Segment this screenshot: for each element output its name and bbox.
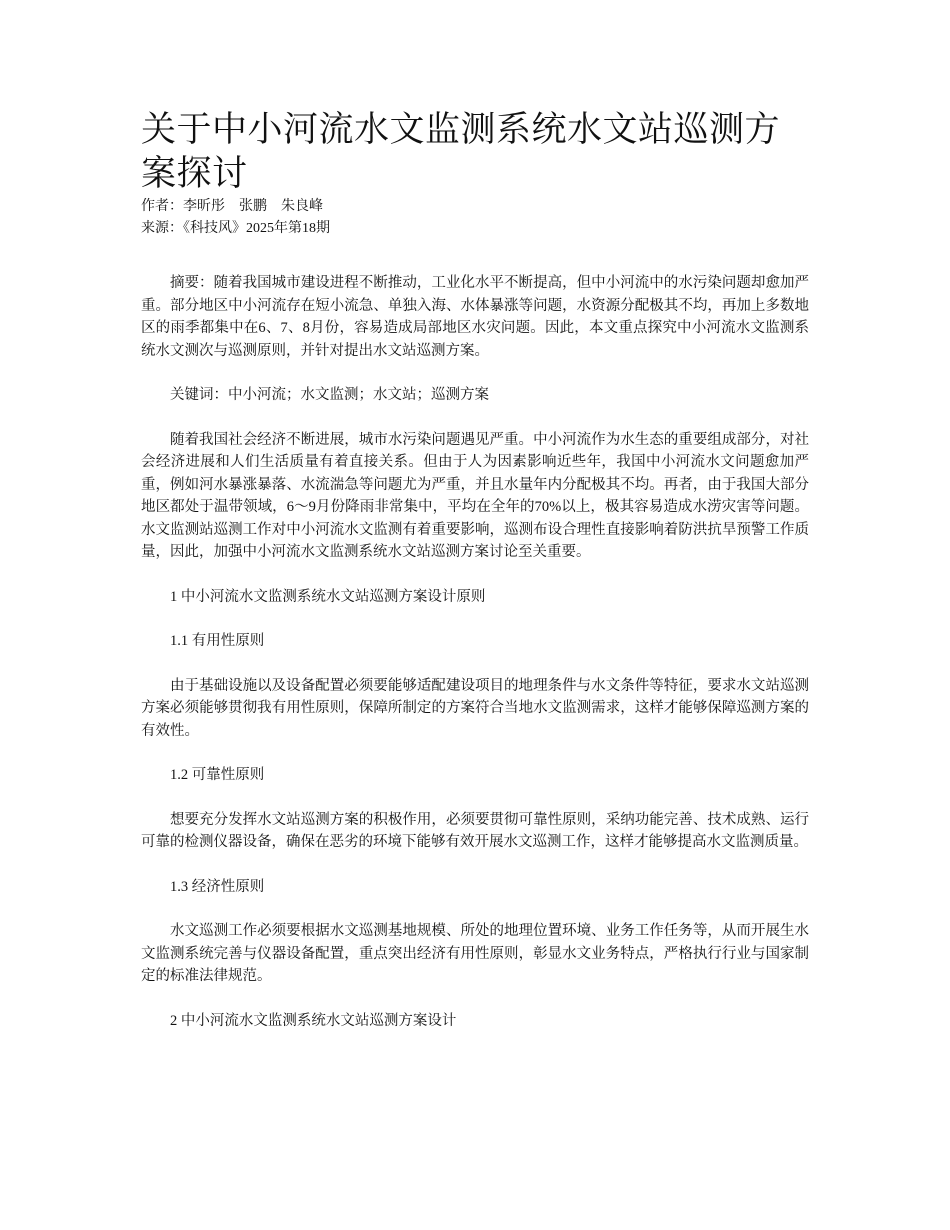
author-name: 朱良峰 <box>281 199 323 214</box>
subsection-paragraph-1-3: 水文巡测工作必须要根据水文巡测基地规模、所处的地理位置环境、业务工作任务等，从而开展生水文监测系统完善与仪器设备配置，重点突出经济有用性原则，彰显水文业务特点，严格执行行业与国家制定的标准法律规范。 <box>141 923 809 984</box>
subsection-heading-1-3: 1.3 经济性原则 <box>170 878 265 895</box>
author-name: 李昕彤 <box>183 199 225 214</box>
article-authors <box>141 196 809 218</box>
subsection-paragraph-1-2: 想要充分发挥水文站巡测方案的积极作用，必须要贯彻可靠性原则，采纳功能完善、技术成熟、运行可靠的检测仪器设备，确保在恶劣的环境下能够有效开展水文巡测工作，这样才能够提高水文监测质量。 <box>141 811 809 850</box>
subsection-paragraph-1-1: 由于基础设施以及设备配置必须要能够适配建设项目的地理条件与水文条件等特征，要求水文站巡测方案必须能够贯彻我有用性原则，保障所制定的方案符合当地水文监测需求，这样才能够保障巡测方案的有效性。 <box>141 677 809 739</box>
subsection-heading-1-2: 1.2 可靠性原则 <box>170 767 265 783</box>
abstract-paragraph: 摘要：随着我国城市建设进程不断推动，工业化水平不断提高，但中小河流中的水污染问题却愈加严重。部分地区中小河流存在短小流急、单独入海、水体暴涨等问题，水资源分配极其不均，再加上多数地区的雨季都集中在6、7、8月份，容易造成局部地区水灾问题。因此，本文重点探究中小河流水文监测系统水文测次与巡测原则，并针对提出水文站巡测方案。 <box>141 275 809 359</box>
source-value: 《科技风》2025年第18期 <box>183 221 330 236</box>
author-name: 张鹏 <box>239 199 267 214</box>
article-source <box>141 218 809 240</box>
article-title: 关于中小河流水文监测系统水文站巡测方案探讨 <box>141 110 781 193</box>
intro-paragraph: 随着我国社会经济不断进展，城市水污染问题遇见严重。中小河流作为水生态的重要组成部分，对社会经济进展和人们生活质量有着直接关系。但由于人为因素影响近些年，我国中小河流水文问题愈加严重，例如河水暴涨暴落、水流湍急等问题尤为严重，并且水量年内分配极其不均。再者，由于我国大部分地区都处于温带领域，6～9月份降雨非常集中，平均在全年的70%以上，极其容易造成水涝灾害等问题。水文监测站巡测工作对中小河流水文监测有着重要影响，巡测布设合理性直接影响着防洪抗旱预警工作质量，因此，加强中小河流水文监测系统水文站巡测方案讨论至关重要。 <box>141 431 809 560</box>
subsection-heading-1-1: 1.1 有用性原则 <box>170 633 265 649</box>
section-heading-1: 1 中小河流水文监测系统水文站巡测方案设计原则 <box>170 588 486 605</box>
article-page <box>141 108 809 1032</box>
authors-label: 作者： <box>141 199 183 214</box>
keywords-paragraph: 关键词：中小河流；水文监测；水文站；巡测方案 <box>170 387 489 403</box>
source-label: 来源： <box>141 221 183 236</box>
section-heading-2: 2 中小河流水文监测系统水文站巡测方案设计 <box>170 1012 457 1029</box>
